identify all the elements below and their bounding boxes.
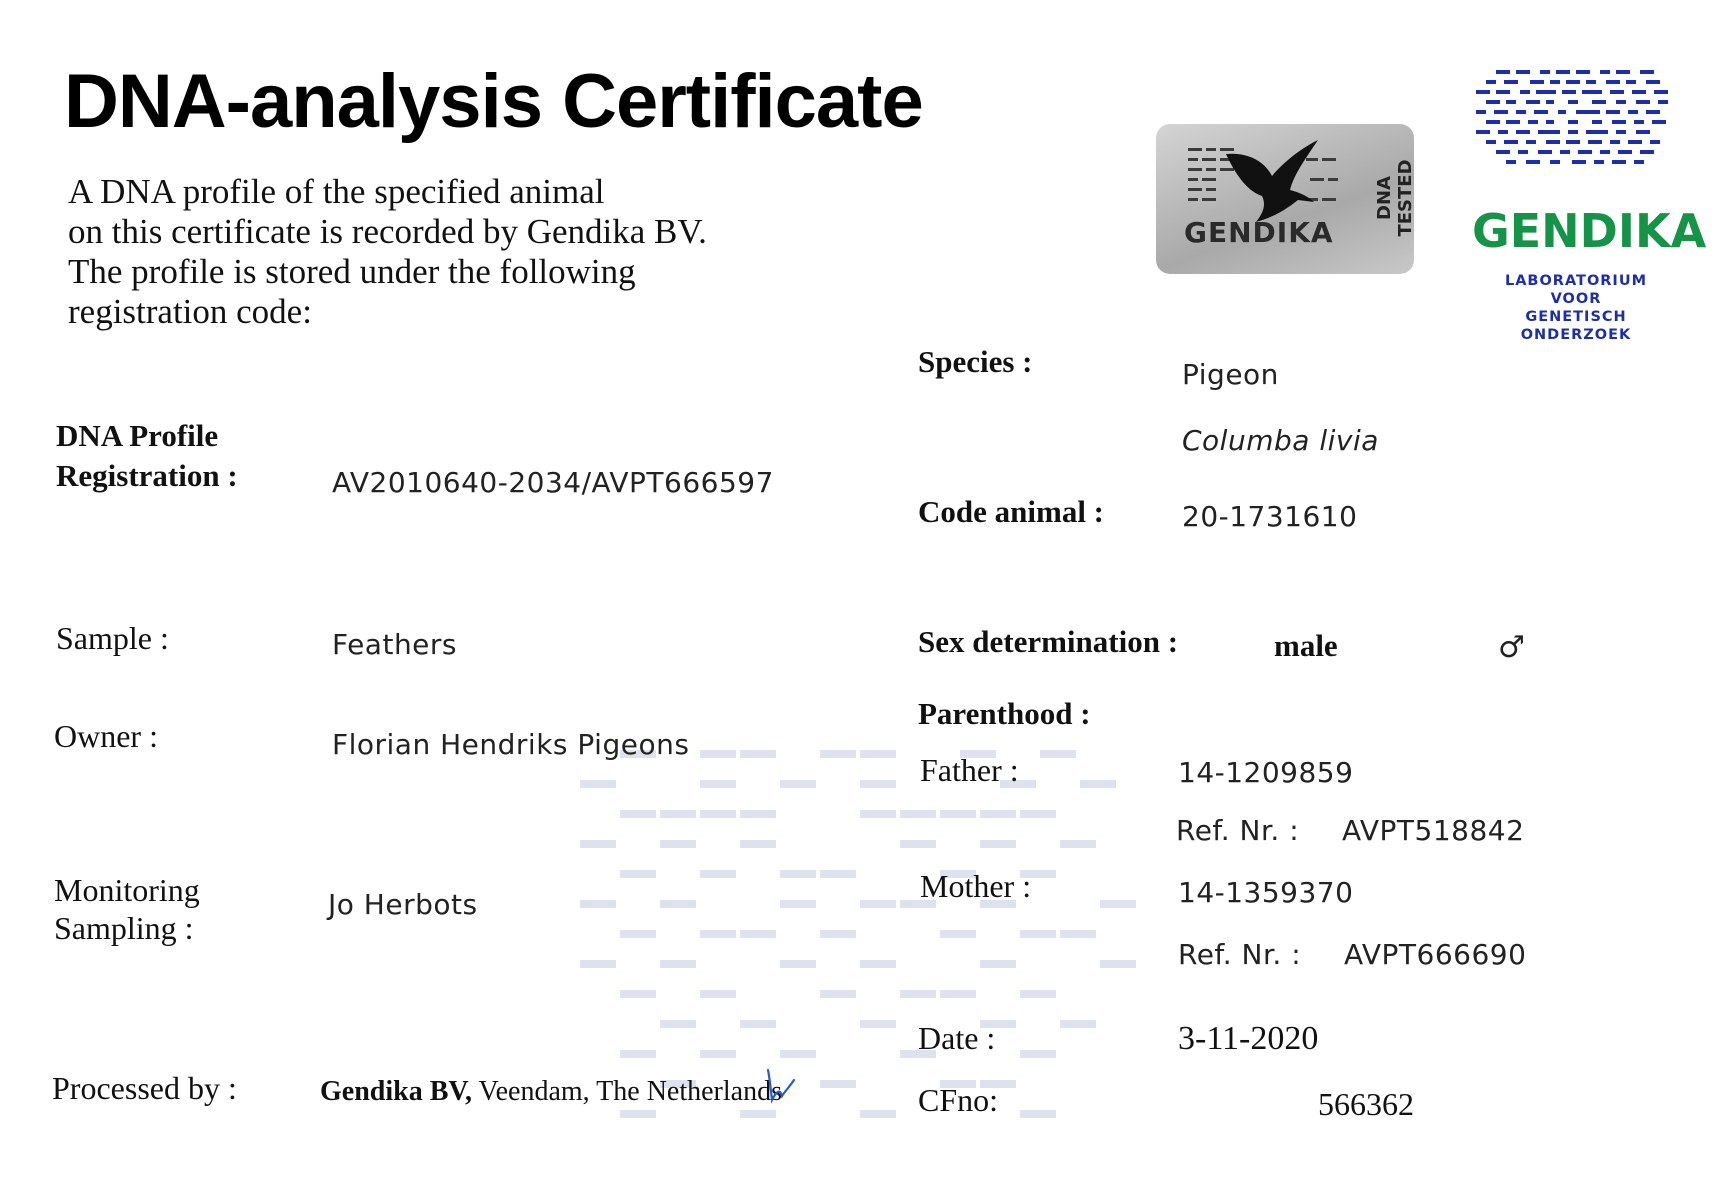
mother-value: 14-1359370 [1178, 876, 1354, 909]
intro-paragraph [68, 172, 788, 332]
sample-value: Feathers [332, 628, 458, 661]
sample-label: Sample : [56, 620, 169, 656]
father-ref-value: AVPT518842 [1342, 814, 1525, 847]
intro-line: The profile is stored under the following [68, 252, 636, 291]
intro-line: registration code: [68, 292, 312, 331]
cfno-value: 566362 [1318, 1086, 1414, 1122]
intro-line: on this certificate is recorded by Gendika BV. [68, 212, 707, 251]
badge-dna-tested [1370, 136, 1416, 262]
processed-company: Gendika BV, [320, 1076, 472, 1107]
logo-subtitle [1478, 272, 1674, 344]
code-animal-value: 20-1731610 [1182, 500, 1358, 533]
father-label: Father : [920, 752, 1019, 788]
mother-ref-label: Ref. Nr. : [1178, 938, 1302, 971]
father-value: 14-1209859 [1178, 756, 1354, 789]
processed-value [320, 1076, 782, 1108]
monitoring-label: Monitoring [54, 872, 200, 908]
sex-label: Sex determination : [918, 624, 1179, 659]
father-ref-label: Ref. Nr. : [1176, 814, 1300, 847]
parenthood-label: Parenthood : [918, 696, 1091, 731]
sex-value: male [1274, 628, 1338, 663]
male-symbol-icon: ♂ [1498, 630, 1525, 665]
sampling-label: Sampling : [54, 910, 194, 946]
badge-pattern [1186, 134, 1356, 224]
processed-label: Processed by : [52, 1070, 237, 1106]
badge-vertical-text: DNA TESTED [1374, 159, 1416, 237]
mother-ref-value: AVPT666690 [1344, 938, 1527, 971]
species-latin: Columba livia [1182, 424, 1379, 457]
date-value: 3-11-2020 [1178, 1020, 1319, 1057]
owner-label: Owner : [54, 718, 158, 754]
monitoring-value: Jo Herbots [328, 888, 478, 921]
code-animal-label: Code animal : [918, 494, 1104, 529]
mother-label: Mother : [920, 868, 1032, 904]
intro-line: A DNA profile of the specified animal [68, 172, 605, 211]
logo-subtitle-line: GENETISCH ONDERZOEK [1520, 309, 1632, 343]
species-label: Species : [918, 344, 1033, 379]
cfno-label: CFno: [918, 1082, 999, 1118]
processed-place: Veendam, The Netherlands [478, 1076, 782, 1107]
dna-profile-label: DNA Profile [56, 418, 219, 453]
logo-subtitle-line: LABORATORIUM VOOR [1504, 273, 1648, 307]
gendika-logo-icon [1476, 70, 1674, 182]
registration-value: AV2010640-2034/AVPT666597 [332, 466, 774, 499]
species-common: Pigeon [1182, 358, 1279, 391]
registration-label: Registration : [56, 458, 238, 493]
signature-mark [764, 1066, 798, 1106]
owner-value: Florian Hendriks Pigeons [332, 728, 690, 761]
dna-tested-badge [1156, 124, 1414, 274]
badge-brand-text: GENDIKA [1184, 216, 1334, 249]
logo-brand-name: GENDIKA [1472, 204, 1707, 258]
date-label: Date : [918, 1020, 996, 1056]
page-title: DNA-analysis Certificate [64, 59, 923, 144]
